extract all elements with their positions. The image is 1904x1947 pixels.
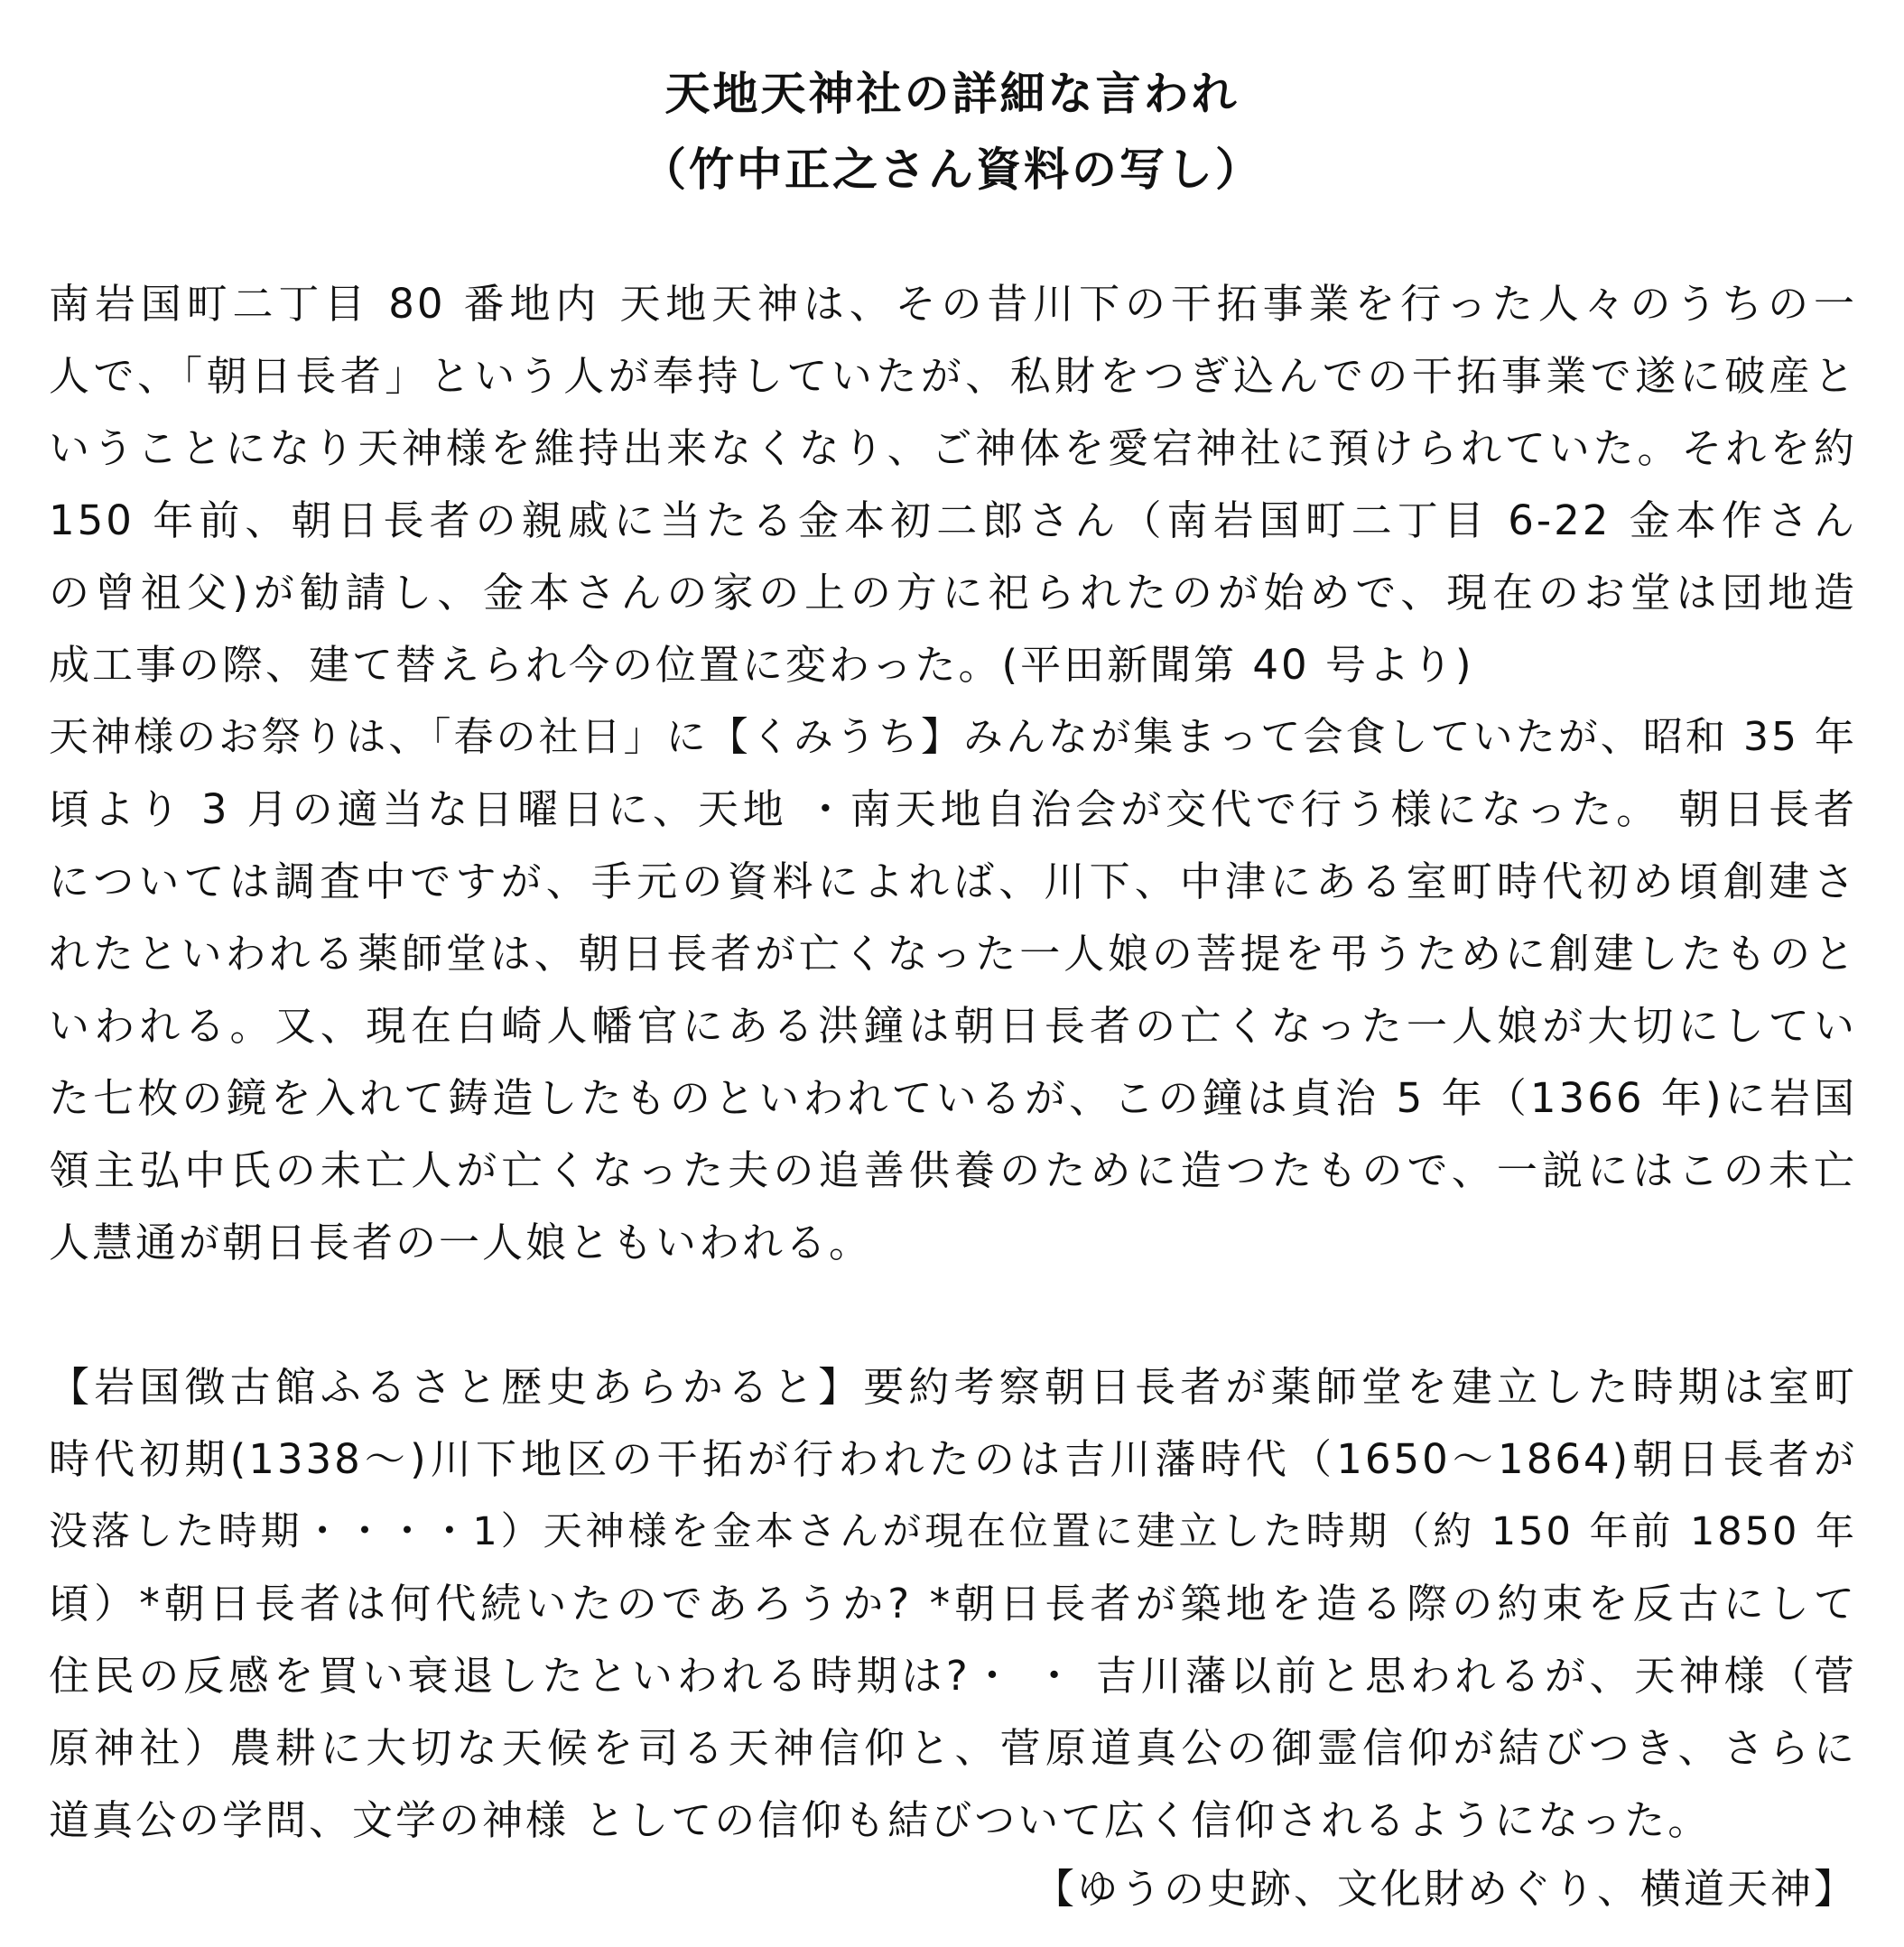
text-line: 150 年前、朝日長者の親戚に当たる金本初二郎さん（南岩国町二丁目 6-22 金本作さん xyxy=(49,496,1857,544)
text-line: 道真公の学問、文学の神様 としての信仰も結びついて広く信仰されるようになった。 xyxy=(49,1796,1712,1844)
text-line: 住民の反感を買い衰退したといわれる時期は?・ ・ 吉川藩以前と思われるが、天神様（菅 xyxy=(49,1652,1857,1700)
text-line: た七枚の鏡を入れて鋳造したものといわれているが、この鐘は貞治 5 年（1366 年)に岩国 xyxy=(49,1074,1857,1122)
text-line: 南岩国町二丁目 80 番地内 天地天神は、その昔川下の干拓事業を行った人々のうちの一 xyxy=(49,280,1857,328)
paragraph-origin xyxy=(49,268,1857,701)
text-line: 頃より 3 月の適当な日曜日に、天地 ・南天地自治会が交代で行う様になった。 朝日長者 xyxy=(49,785,1857,833)
text-line: いわれる。又、現在白崎人幡官にある洪鐘は朝日長者の亡くなった一人娘が大切にしてい xyxy=(49,1002,1857,1050)
text-line: 原神社）農耕に大切な天候を司る天神信仰と、菅原道真公の御霊信仰が結びつき、さらに xyxy=(49,1724,1857,1772)
text-line: れたといわれる薬師堂は、朝日長者が亡くなった一人娘の菩提を弔うために創建したものと xyxy=(49,930,1857,978)
text-line: いうことになり天神様を維持出来なくなり、ご神体を愛宕神社に預けられていた。それを約 xyxy=(49,424,1857,472)
text-line: 人慧通が朝日長者の一人娘ともいわれる。 xyxy=(49,1219,873,1266)
text-line: の曾祖父)が勧請し、金本さんの家の上の方に祀られたのが始めで、現在のお堂は団地造 xyxy=(49,569,1857,617)
text-line: 頃）*朝日長者は何代続いたのであろうか? *朝日長者が築地を造る際の約束を反古にして xyxy=(49,1580,1857,1627)
paragraph-consideration xyxy=(49,1351,1857,1857)
document-body xyxy=(49,268,1857,1857)
title-line-1: 天地天神社の詳細な言われ xyxy=(664,68,1240,120)
text-line: 成工事の際、建て替えられ今の位置に変わった。(平田新聞第 40 号より) xyxy=(49,641,1474,689)
text-line: 【岩国徴古館ふるさと歴史あらかると】要約考察朝日長者が薬師堂を建立した時期は室町 xyxy=(49,1363,1857,1411)
document-title xyxy=(0,56,1904,208)
paragraph-festival xyxy=(49,701,1857,1279)
text-line: 人で、「朝日長者」という人が奉持していたが、私財をつぎ込んでの干拓事業で遂に破産と xyxy=(49,352,1857,400)
text-line: 没落した時期・・・・1）天神様を金本さんが現在位置に建立した時期（約 150 年前 1850 年 xyxy=(49,1509,1857,1554)
text-line: 天神様のお祭りは、「春の社日」に【くみうち】みんなが集まって会食していたが、昭和 35 年 xyxy=(49,714,1857,760)
text-line: については調査中ですが、手元の資料によれば、川下、中津にある室町時代初め頃創建さ xyxy=(49,858,1857,905)
text-line: 領主弘中氏の未亡人が亡くなった夫の追善供養のために造つたもので、一説にはこの未亡 xyxy=(49,1146,1857,1194)
text-line: 時代初期(1338～)川下地区の干拓が行われたのは吉川藩時代（1650～1864)朝日長者が xyxy=(49,1435,1857,1483)
source-citation: 【ゆうの史跡、文化財めぐり、横道天神】 xyxy=(1033,1865,1857,1913)
paragraph-spacer xyxy=(49,1279,1857,1351)
title-line-2: （竹中正之さん資料の写し） xyxy=(641,144,1263,196)
